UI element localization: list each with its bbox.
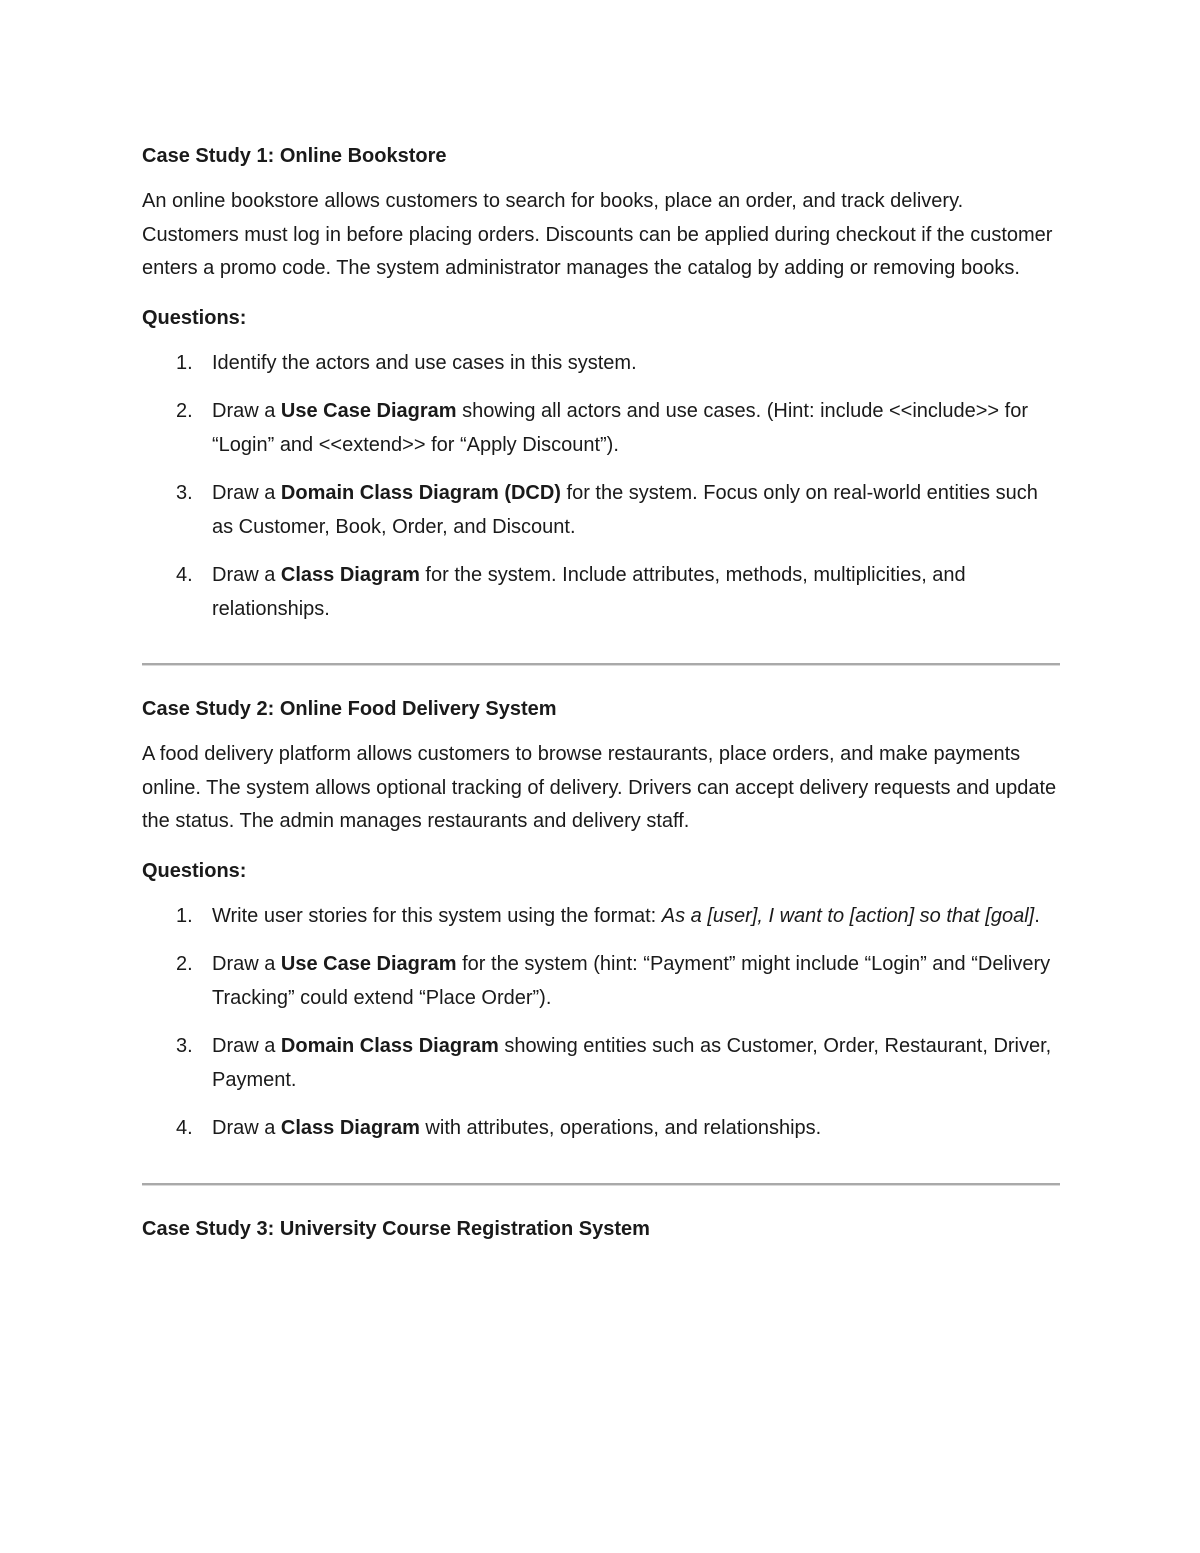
- question-text-prefix: Write user stories for this system using the format:: [212, 904, 662, 927]
- list-item: [142, 347, 1060, 381]
- question-bold-term: Domain Class Diagram: [280, 1035, 499, 1057]
- section-divider: [142, 663, 1060, 665]
- question-bold-term: Class Diagram: [280, 1117, 420, 1139]
- question-text-suffix: for the system. Include attributes, methods, multiplicities, and relationships.: [212, 564, 966, 620]
- case-study-3-title: Case Study 3: University Course Registration System: [142, 1217, 650, 1240]
- case-study-1-questions-list: [142, 347, 1060, 627]
- case-study-2-title: Case Study 2: Online Food Delivery System: [142, 698, 557, 720]
- question-text-suffix: showing entities such as Customer, Order, Restaurant, Driver, Payment.: [212, 1035, 1052, 1091]
- question-text-suffix: for the system (hint: “Payment” might include “Login” and “Delivery Tracking” could extend “Place Order”).: [212, 953, 1051, 1009]
- question-bold-term: Class Diagram: [280, 564, 420, 586]
- question-bold-term: Use Case Diagram: [280, 400, 457, 422]
- document-content: [142, 140, 1060, 1246]
- case-study-2-questions-heading: Questions:: [142, 859, 247, 882]
- question-text-prefix: Draw a: [212, 564, 281, 586]
- case-study-2: [142, 693, 1060, 1146]
- case-study-2-description: A food delivery platform allows customers to browse restaurants, place orders, and make payments online. The system allows optional tracking of delivery. Drivers can accept delivery requests and update the status. The admin manages restaurants and delivery staff.: [142, 743, 1057, 832]
- list-item: [142, 1112, 1060, 1146]
- question-italic-format: As a [user], I want to [action] so that [goal]: [661, 904, 1035, 927]
- list-item: [142, 948, 1060, 1015]
- case-study-2-questions-list: [142, 900, 1060, 1146]
- list-item-number: 3.: [176, 1035, 193, 1057]
- list-item: [142, 477, 1060, 544]
- case-study-1-title: Case Study 1: Online Bookstore: [142, 145, 447, 167]
- question-text-prefix: Draw a: [212, 1117, 281, 1139]
- list-item: [142, 900, 1060, 934]
- list-item-number: 4.: [176, 564, 193, 586]
- question-text-suffix: with attributes, operations, and relationships.: [419, 1117, 822, 1139]
- question-text-prefix: Draw a: [212, 482, 281, 504]
- list-item: [142, 559, 1060, 626]
- question-text-prefix: Draw a: [212, 1035, 281, 1057]
- list-item: [142, 1030, 1060, 1097]
- list-item-number: 4.: [176, 1117, 193, 1139]
- question-text-suffix: showing all actors and use cases. (Hint: include <<include>> for “Login” and <<extend>> for “Apply Discount”).: [212, 400, 1028, 456]
- question-text-suffix: for the system. Focus only on real-world entities such as Customer, Book, Order, and Discount.: [212, 482, 1038, 538]
- case-study-3: [142, 1213, 1060, 1246]
- question-text-prefix: Draw a: [212, 400, 281, 422]
- question-text: Identify the actors and use cases in this system.: [212, 351, 637, 374]
- question-text-suffix: .: [1034, 904, 1040, 927]
- list-item-number: 2.: [176, 400, 193, 422]
- case-study-1-description: An online bookstore allows customers to search for books, place an order, and track delivery. Customers must log in before placing orders. Discounts can be applied during checkout if the customer enters a promo code. The system administrator manages the catalog by adding or removing books.: [142, 190, 1053, 279]
- list-item-number: 2.: [176, 953, 193, 975]
- question-bold-term: Use Case Diagram: [280, 953, 457, 975]
- list-item-number: 3.: [176, 482, 193, 504]
- list-item: [142, 395, 1060, 462]
- section-divider: [142, 1183, 1060, 1185]
- case-study-1-questions-heading: Questions:: [142, 306, 247, 329]
- list-item-number: 1.: [176, 351, 193, 374]
- question-bold-term: Domain Class Diagram (DCD): [280, 482, 561, 504]
- question-text-prefix: Draw a: [212, 953, 281, 975]
- list-item-number: 1.: [176, 904, 193, 927]
- case-study-1: [142, 140, 1060, 626]
